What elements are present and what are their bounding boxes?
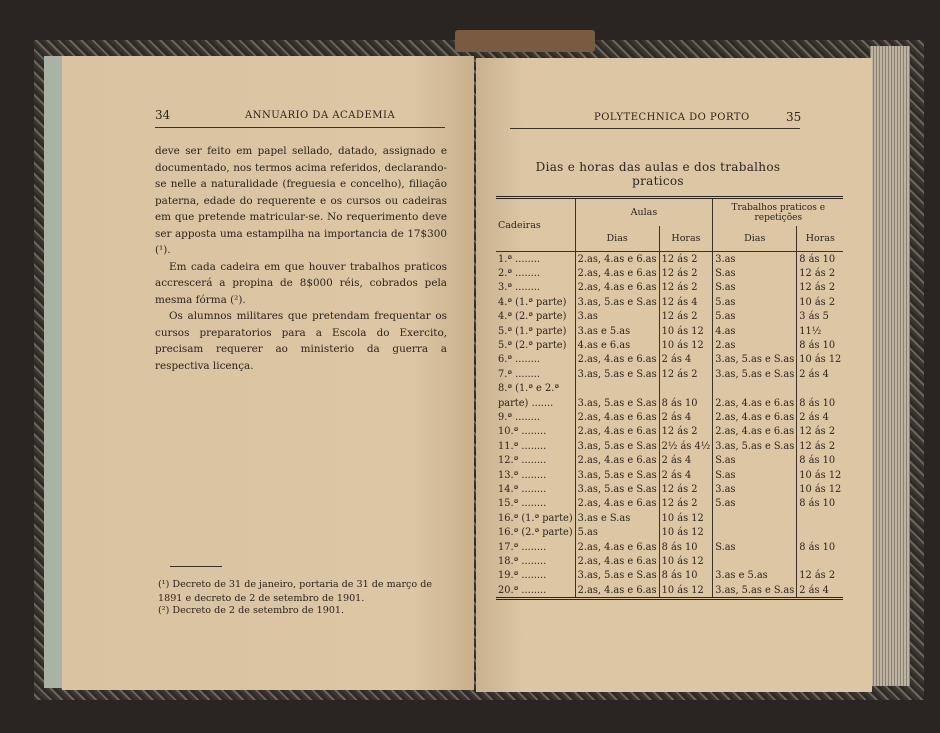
- table-row: [496, 367, 843, 381]
- trabalhos-horas-cell: 8 ás 10: [797, 252, 844, 267]
- trabalhos-horas-cell: 12 ás 2: [797, 439, 844, 453]
- cadeira-cell: 12.ª ........: [498, 455, 547, 467]
- aulas-dias-cell: 3.as e S.as: [575, 511, 659, 525]
- trabalhos-dias-cell: 3.as, 5.as e S.as: [713, 367, 797, 381]
- cadeira-cell: 6.ª ........: [498, 354, 541, 366]
- trabalhos-horas-cell: 8 ás 10: [797, 338, 844, 352]
- table-row: [496, 410, 843, 424]
- table-row: [496, 396, 843, 410]
- trabalhos-horas-cell: 11½: [797, 324, 844, 338]
- trabalhos-dias-cell: 5.as: [713, 310, 797, 324]
- trabalhos-horas-cell: 10 ás 12: [797, 482, 844, 496]
- header-horas: Horas: [659, 226, 713, 251]
- table-row: [496, 295, 843, 309]
- aulas-horas-cell: 2 ás 4: [659, 353, 713, 367]
- paragraph: Em cada cadeira em que houver trabalhos praticos accrescerá a propina de 8$000 réis, cobrados pela mesma fórma (²).: [155, 260, 447, 306]
- cadeira-cell: 10.ª ........: [498, 426, 547, 438]
- table-row: [496, 310, 843, 324]
- aulas-dias-cell: 3.as: [575, 310, 659, 324]
- table-row: [496, 252, 843, 267]
- aulas-horas-cell: 10 ás 12: [659, 583, 713, 599]
- table-row: [496, 511, 843, 525]
- table-row: [496, 425, 843, 439]
- aulas-horas-cell: 10 ás 12: [659, 554, 713, 568]
- aulas-dias-cell: 2.as, 4.as e 6.as: [575, 425, 659, 439]
- trabalhos-dias-cell: S.as: [713, 468, 797, 482]
- left-running-head: ANNUARIO DA ACADEMIA: [245, 110, 396, 121]
- left-page-number: 34: [155, 108, 171, 122]
- aulas-horas-cell: 12 ás 2: [659, 425, 713, 439]
- table-title: Dias e horas das aulas e dos trabalhos praticos: [535, 160, 781, 188]
- trabalhos-dias-cell: 4.as: [713, 324, 797, 338]
- footnote: (¹) Decreto de 31 de janeiro, portaria de 31 de março de 1891 e decreto de 2 de setembro de 1901.: [158, 579, 433, 604]
- cadeira-cell: 2.ª ........: [498, 268, 541, 280]
- trabalhos-dias-cell: [713, 511, 797, 525]
- header-trabalhos: Trabalhos praticos e repetições: [713, 198, 844, 227]
- trabalhos-horas-cell: 8 ás 10: [797, 453, 844, 467]
- aulas-dias-cell: 3.as e 5.as: [575, 324, 659, 338]
- cadeira-cell: 9.ª ........: [498, 411, 541, 423]
- trabalhos-horas-cell: [797, 382, 844, 396]
- trabalhos-dias-cell: 2.as: [713, 338, 797, 352]
- aulas-horas-cell: 10 ás 12: [659, 525, 713, 539]
- cadeira-cell: 5.ª (1.ª parte): [498, 325, 567, 337]
- trabalhos-dias-cell: 3.as, 5.as e S.as: [713, 583, 797, 599]
- right-running-head: POLYTECHNICA DO PORTO: [594, 112, 750, 123]
- aulas-horas-cell: 12 ás 2: [659, 281, 713, 295]
- aulas-horas-cell: 10 ás 12: [659, 338, 713, 352]
- aulas-dias-cell: 2.as, 4.as e 6.as: [575, 266, 659, 280]
- aulas-horas-cell: 12 ás 4: [659, 295, 713, 309]
- table-row: [496, 482, 843, 496]
- aulas-dias-cell: 2.as, 4.as e 6.as: [575, 281, 659, 295]
- book-spine: [455, 30, 595, 52]
- cadeira-cell: parte) .......: [498, 397, 554, 409]
- aulas-horas-cell: 10 ás 12: [659, 324, 713, 338]
- aulas-horas-cell: 8 ás 10: [659, 396, 713, 410]
- table-row: [496, 453, 843, 467]
- trabalhos-dias-cell: 2.as, 4.as e 6.as: [713, 396, 797, 410]
- trabalhos-dias-cell: [713, 382, 797, 396]
- trabalhos-dias-cell: 3.as, 5.as e S.as: [713, 439, 797, 453]
- aulas-dias-cell: 2.as, 4.as e 6.as: [575, 497, 659, 511]
- table-body: [496, 252, 843, 599]
- paragraph: Os alumnos militares que pretendam frequentar os cursos preparatorios para a Escola do Exercito, precisam requerer ao ministerio da guerra a respectiva licença.: [155, 310, 447, 372]
- trabalhos-horas-cell: 8 ás 10: [797, 396, 844, 410]
- aulas-dias-cell: 2.as, 4.as e 6.as: [575, 554, 659, 568]
- aulas-horas-cell: 2 ás 4: [659, 453, 713, 467]
- aulas-dias-cell: 2.as, 4.as e 6.as: [575, 353, 659, 367]
- trabalhos-dias-cell: S.as: [713, 281, 797, 295]
- cadeira-cell: 19.ª ........: [498, 570, 547, 582]
- cadeira-cell: 16.ª (1.ª parte): [498, 512, 573, 524]
- table-row: [496, 353, 843, 367]
- aulas-dias-cell: 3.as, 5.as e S.as: [575, 295, 659, 309]
- trabalhos-horas-cell: 8 ás 10: [797, 540, 844, 554]
- table-row: [496, 569, 843, 583]
- header-cadeiras: Cadeiras: [498, 219, 541, 231]
- footnote-rule: [170, 566, 222, 567]
- table-row: [496, 439, 843, 453]
- aulas-horas-cell: 8 ás 10: [659, 569, 713, 583]
- aulas-horas-cell: 8 ás 10: [659, 540, 713, 554]
- trabalhos-horas-cell: [797, 525, 844, 539]
- cadeira-cell: 7.ª ........: [498, 368, 541, 380]
- aulas-dias-cell: 2.as, 4.as e 6.as: [575, 410, 659, 424]
- trabalhos-dias-cell: [713, 554, 797, 568]
- aulas-horas-cell: 12 ás 2: [659, 482, 713, 496]
- aulas-dias-cell: 3.as, 5.as e S.as: [575, 396, 659, 410]
- aulas-dias-cell: 2.as, 4.as e 6.as: [575, 453, 659, 467]
- cadeira-cell: 4.ª (1.ª parte): [498, 296, 567, 308]
- paragraph: deve ser feito em papel sellado, datado, assignado e documentado, nos termos acima referidos, declarando-se nelle a naturalidade (freguesia e concelho), filiação paterna, edade do requerente e os cursos ou cadeiras em que pretende matricular-se. No requerimento deve ser apposta uma estampilha na importancia de 17$300 (¹).: [155, 145, 447, 256]
- aulas-horas-cell: 2 ás 4: [659, 410, 713, 424]
- table-row: [496, 540, 843, 554]
- cadeira-cell: 16.ª (2.ª parte): [498, 527, 573, 539]
- aulas-dias-cell: 3.as, 5.as e S.as: [575, 367, 659, 381]
- header-horas: Horas: [797, 226, 844, 251]
- trabalhos-horas-cell: 3 ás 5: [797, 310, 844, 324]
- header-dias: Dias: [575, 226, 659, 251]
- trabalhos-dias-cell: S.as: [713, 540, 797, 554]
- trabalhos-horas-cell: 2 ás 4: [797, 583, 844, 599]
- cadeira-cell: 4.ª (2.ª parte): [498, 311, 567, 323]
- aulas-dias-cell: 3.as, 5.as e S.as: [575, 439, 659, 453]
- table-row: [496, 554, 843, 568]
- table-row: [496, 324, 843, 338]
- header-dias: Dias: [713, 226, 797, 251]
- left-body-text: [155, 143, 447, 374]
- table-row: [496, 266, 843, 280]
- trabalhos-dias-cell: S.as: [713, 453, 797, 467]
- table-row: [496, 382, 843, 396]
- aulas-dias-cell: 3.as, 5.as e S.as: [575, 468, 659, 482]
- footnote: (²) Decreto de 2 de setembro de 1901.: [158, 605, 345, 616]
- aulas-dias-cell: 4.as e 6.as: [575, 338, 659, 352]
- cadeira-cell: 5.ª (2.ª parte): [498, 340, 567, 352]
- aulas-horas-cell: 2½ ás 4½: [659, 439, 713, 453]
- trabalhos-horas-cell: 12 ás 2: [797, 281, 844, 295]
- cadeira-cell: 14.ª ........: [498, 483, 547, 495]
- table-row: [496, 525, 843, 539]
- cadeira-cell: 1.ª ........: [498, 253, 541, 265]
- aulas-horas-cell: 12 ás 2: [659, 497, 713, 511]
- aulas-horas-cell: 10 ás 12: [659, 511, 713, 525]
- cadeira-cell: 13.ª ........: [498, 469, 547, 481]
- schedule-table: [496, 196, 843, 600]
- trabalhos-dias-cell: 2.as, 4.as e 6.as: [713, 425, 797, 439]
- cadeira-cell: 18.ª ........: [498, 555, 547, 567]
- table-row: [496, 468, 843, 482]
- cadeira-cell: 15.ª ........: [498, 498, 547, 510]
- trabalhos-horas-cell: [797, 554, 844, 568]
- cadeira-cell: 8.ª (1.ª e 2.ª: [498, 383, 559, 395]
- trabalhos-horas-cell: 8 ás 10: [797, 497, 844, 511]
- trabalhos-horas-cell: 2 ás 4: [797, 410, 844, 424]
- trabalhos-dias-cell: S.as: [713, 266, 797, 280]
- trabalhos-dias-cell: 5.as: [713, 295, 797, 309]
- trabalhos-dias-cell: 3.as e 5.as: [713, 569, 797, 583]
- left-header-rule: [155, 127, 445, 128]
- cadeira-cell: 20.ª ........: [498, 584, 547, 596]
- aulas-dias-cell: 5.as: [575, 525, 659, 539]
- trabalhos-horas-cell: [797, 511, 844, 525]
- trabalhos-dias-cell: 3.as: [713, 482, 797, 496]
- aulas-dias-cell: [575, 382, 659, 396]
- aulas-horas-cell: 12 ás 2: [659, 266, 713, 280]
- table-row: [496, 281, 843, 295]
- trabalhos-horas-cell: 2 ás 4: [797, 367, 844, 381]
- aulas-horas-cell: 2 ás 4: [659, 468, 713, 482]
- trabalhos-dias-cell: 3.as: [713, 252, 797, 267]
- aulas-horas-cell: 12 ás 2: [659, 367, 713, 381]
- trabalhos-horas-cell: 10 ás 12: [797, 468, 844, 482]
- cadeira-cell: 3.ª ........: [498, 282, 541, 294]
- trabalhos-horas-cell: 12 ás 2: [797, 569, 844, 583]
- table-row: [496, 583, 843, 599]
- cadeira-cell: 11.ª ........: [498, 440, 547, 452]
- right-header-rule: [510, 128, 800, 129]
- aulas-dias-cell: 3.as, 5.as e S.as: [575, 482, 659, 496]
- trabalhos-dias-cell: 5.as: [713, 497, 797, 511]
- aulas-dias-cell: 2.as, 4.as e 6.as: [575, 583, 659, 599]
- table-row: [496, 338, 843, 352]
- header-aulas: Aulas: [575, 198, 713, 227]
- trabalhos-dias-cell: 2.as, 4.as e 6.as: [713, 410, 797, 424]
- trabalhos-dias-cell: [713, 525, 797, 539]
- cadeira-cell: 17.ª ........: [498, 541, 547, 553]
- aulas-horas-cell: [659, 382, 713, 396]
- aulas-dias-cell: 2.as, 4.as e 6.as: [575, 252, 659, 267]
- trabalhos-horas-cell: 12 ás 2: [797, 425, 844, 439]
- table-row: [496, 497, 843, 511]
- trabalhos-horas-cell: 10 ás 12: [797, 353, 844, 367]
- trabalhos-horas-cell: 10 ás 2: [797, 295, 844, 309]
- right-page-number: 35: [786, 110, 802, 124]
- trabalhos-horas-cell: 12 ás 2: [797, 266, 844, 280]
- page-edges: [870, 46, 910, 686]
- aulas-horas-cell: 12 ás 2: [659, 310, 713, 324]
- trabalhos-dias-cell: 3.as, 5.as e S.as: [713, 353, 797, 367]
- aulas-dias-cell: 3.as, 5.as e S.as: [575, 569, 659, 583]
- aulas-dias-cell: 2.as, 4.as e 6.as: [575, 540, 659, 554]
- aulas-horas-cell: 12 ás 2: [659, 252, 713, 267]
